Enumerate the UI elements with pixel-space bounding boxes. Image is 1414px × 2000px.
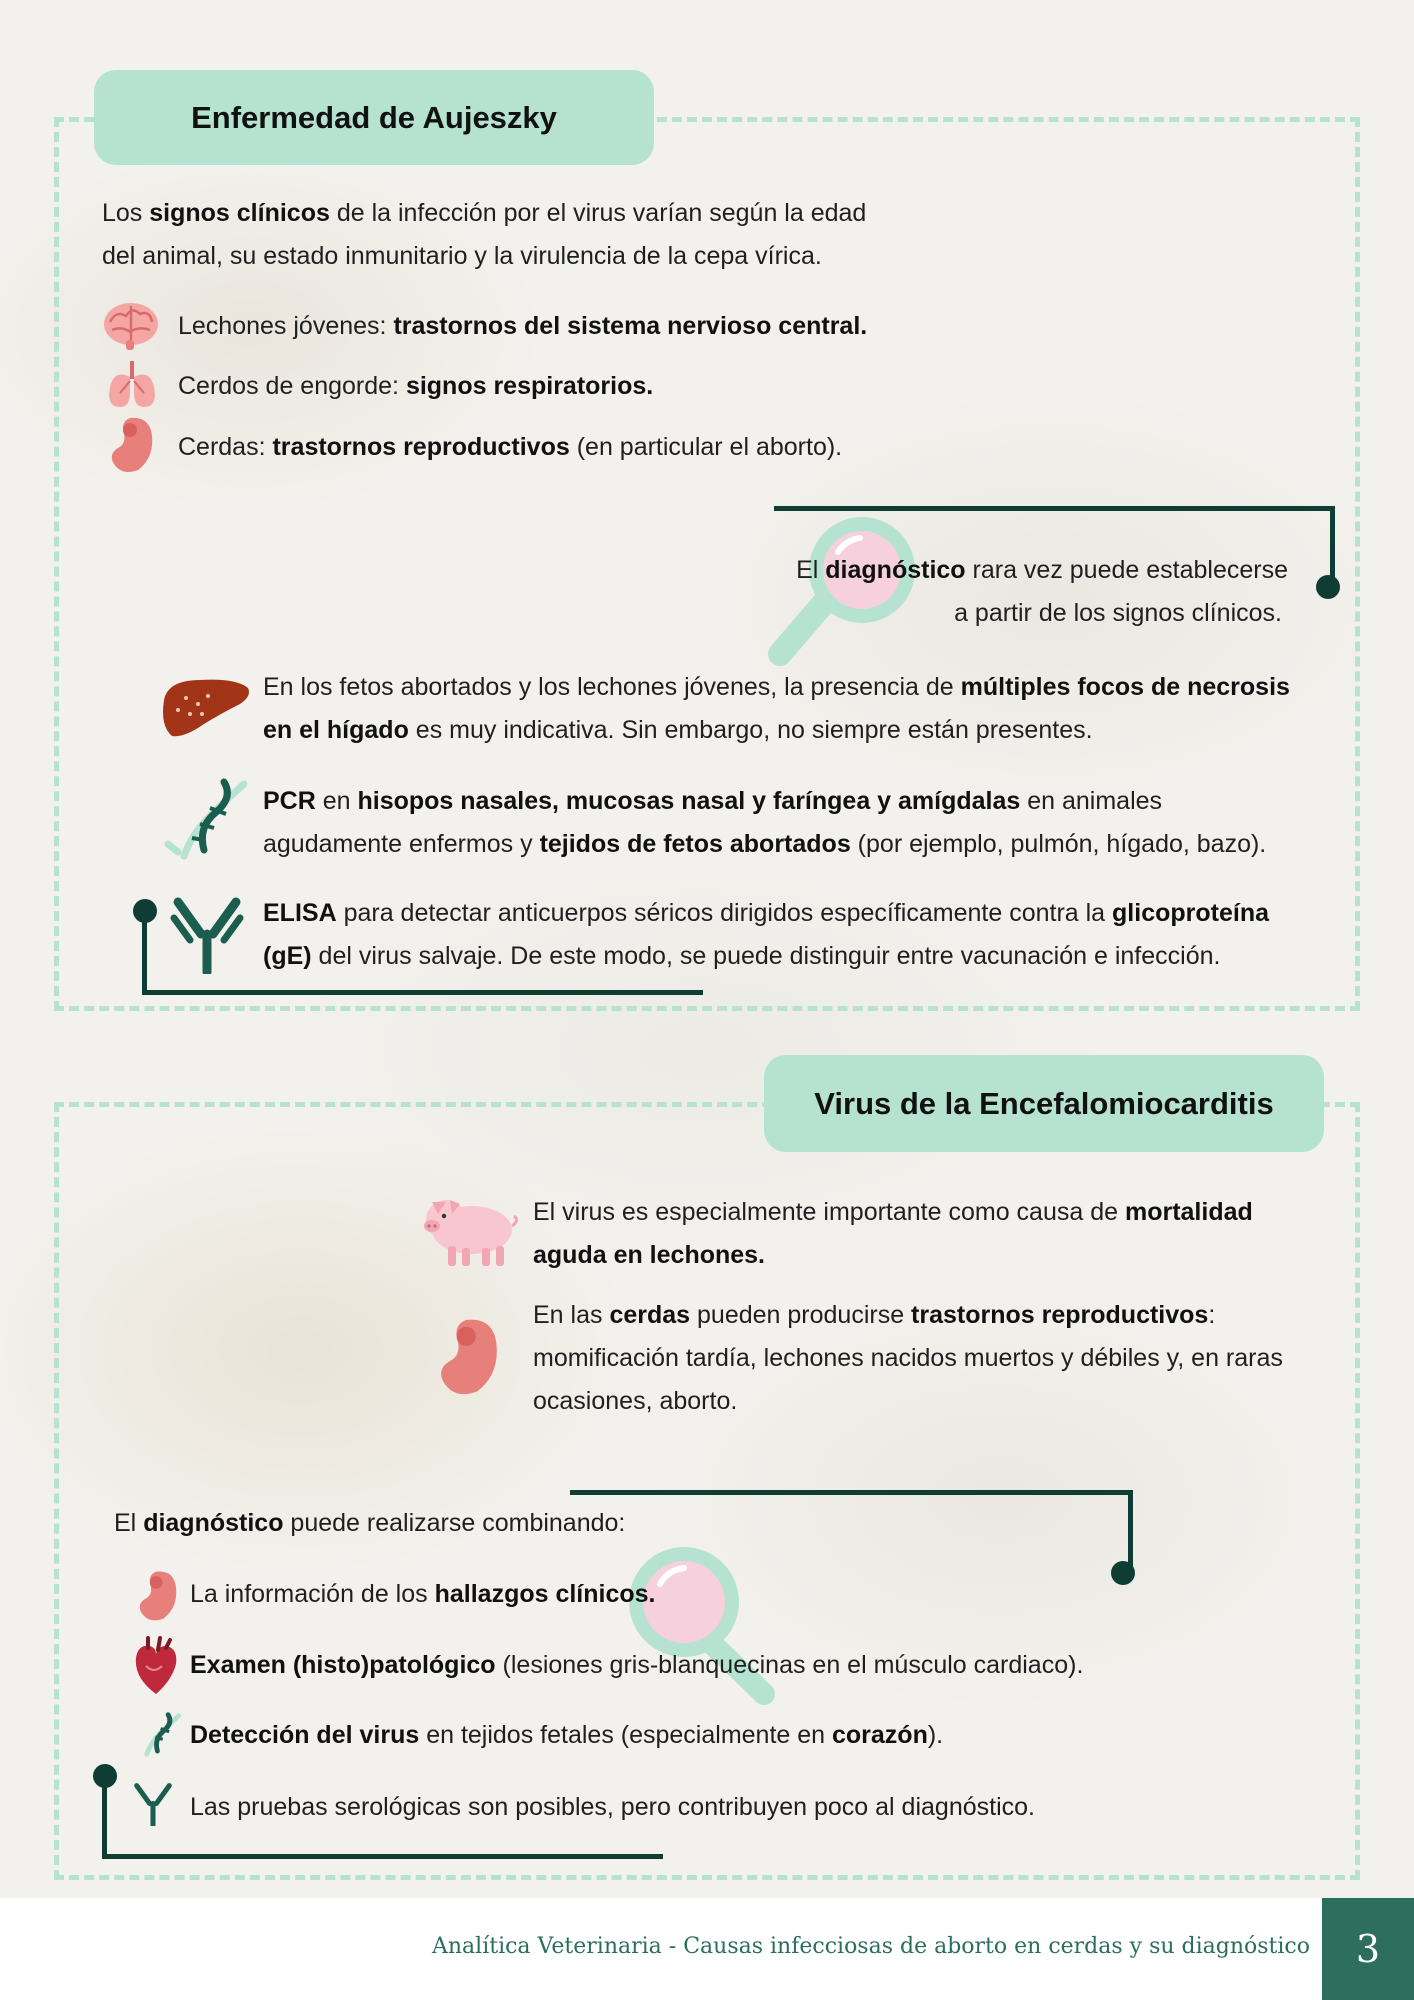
emcv-method-histo: Examen (histo)patológico (lesiones gris-blanquecinas en el músculo cardiaco). — [190, 1651, 1084, 1679]
emcv-point-mortality: El virus es especialmente importante como causa de mortalidad aguda en lechones. — [533, 1198, 1253, 1269]
brain-icon — [102, 300, 160, 352]
sign-row: Cerdas: trastornos reproductivos (en particular el aborto). — [178, 433, 843, 461]
sign-row: Lechones jóvenes: trastornos del sistema nervioso central. — [178, 312, 868, 340]
emcv-method-clinical: La información de los hallazgos clínicos. — [190, 1580, 656, 1608]
connector-dot — [93, 1764, 117, 1788]
aujeszky-intro: Los signos clínicos de la infección por el virus varían según la edad del animal, su estado inmunitario y la virulencia de la cepa vírica. — [102, 199, 867, 270]
fetus-icon — [136, 1568, 180, 1624]
page-number: 3 — [1322, 1898, 1414, 2000]
dna-icon — [164, 778, 250, 862]
method-pcr: PCR en hisopos nasales, mucosas nasal y faríngea y amígdalas en animales agudamente enfermos y tejidos de fetos abortados (por ejemplo, pulmón, hígado, bazo). — [263, 787, 1267, 858]
sign-row: Cerdos de engorde: signos respiratorios. — [178, 372, 654, 400]
fetus-icon — [436, 1312, 502, 1402]
pig-icon — [416, 1192, 520, 1270]
dna-icon — [136, 1712, 182, 1758]
section-emcv-title: Virus de la Encefalomiocarditis — [764, 1055, 1324, 1152]
fetus-icon — [108, 414, 156, 476]
connector-dot — [1316, 575, 1340, 599]
liver-icon — [160, 674, 252, 742]
method-elisa: ELISA para detectar anticuerpos séricos dirigidos específicamente contra la glicoproteína (gE) del virus salvaje. De este modo, se puede distinguir entre vacunación e infección. — [263, 899, 1269, 970]
lungs-icon — [104, 357, 160, 413]
connector-dot — [133, 899, 157, 923]
antibody-icon — [132, 1780, 174, 1826]
emcv-diagnosis: El diagnóstico puede realizarse combinando: — [114, 1509, 626, 1537]
method-liver: En los fetos abortados y los lechones jóvenes, la presencia de múltiples focos de necrosis en el hígado es muy indicativa. Sin embargo, no siempre están presentes. — [263, 673, 1290, 744]
aujeszky-diagnosis: El diagnóstico rara vez puede establecerse a partir de los signos clínicos. — [796, 556, 1288, 627]
emcv-point-reproductive: En las cerdas pueden producirse trastornos reproductivos: momificación tardía, lechones nacidos muertos y débiles y, en raras ocasiones, aborto. — [533, 1301, 1283, 1415]
emcv-method-serology: Las pruebas serológicas son posibles, pero contribuyen poco al diagnóstico. — [190, 1793, 1035, 1821]
antibody-icon — [170, 892, 244, 974]
heart-icon — [132, 1636, 180, 1696]
connector-dot — [1111, 1561, 1135, 1585]
section-aujeszky-title: Enfermedad de Aujeszky — [94, 70, 654, 165]
footer-title: Analítica Veterinaria - Causas infecciosas de aborto en cerdas y su diagnóstico — [431, 1934, 1310, 1959]
emcv-method-virus: Detección del virus en tejidos fetales (especialmente en corazón). — [190, 1721, 944, 1749]
